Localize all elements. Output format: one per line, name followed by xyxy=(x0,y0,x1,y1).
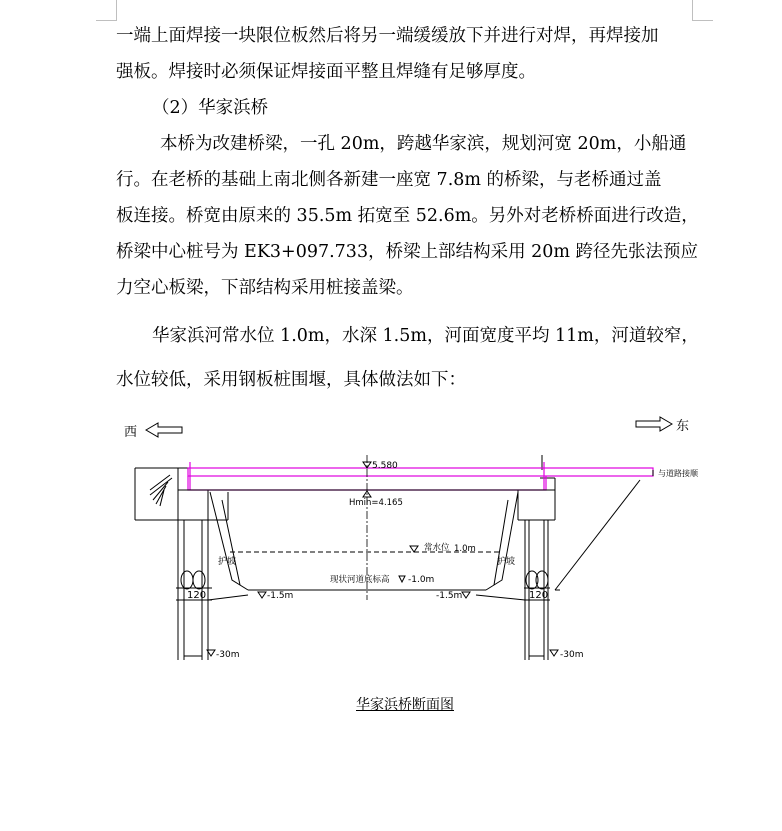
normal-water-label: 常水位 xyxy=(424,543,450,553)
new-deck-structure xyxy=(188,462,653,490)
west-arrow-icon xyxy=(146,423,182,437)
right-pile-diameter: 120 xyxy=(529,590,549,601)
riverbed-label: 现状河道底标高 xyxy=(330,575,390,585)
right-slope-label: 护坡 xyxy=(497,557,516,567)
paragraph3-line2: 水位较低，采用钢板桩围堰，具体做法如下： xyxy=(116,370,466,390)
water-level-marker-icon xyxy=(410,546,418,552)
riverbed-value: -1.0m xyxy=(408,575,435,585)
approach-label: 与道路接顺 xyxy=(658,469,698,478)
left-bed-value: -1.5m xyxy=(267,591,294,601)
right-toe xyxy=(476,595,525,600)
paragraph2-line2: 行。在老桥的基础上南北侧各新建一座宽 7.8m 的桥梁，与老桥通过盖 xyxy=(116,170,662,190)
paragraph2-line1: 本桥为改建桥梁，一孔 20m，跨越华家滨，规划河宽 20m，小船通 xyxy=(160,134,687,154)
paragraph2-line4: 桥梁中心桩号为 EK3+097.733，桥梁上部结构采用 20m 跨径先张法预应 xyxy=(116,242,699,262)
left-toe xyxy=(208,595,248,600)
right-bed-value: -1.5m xyxy=(436,591,463,601)
deck-elevation: 5.580 xyxy=(372,461,398,471)
left-bed-marker-icon xyxy=(258,592,266,598)
right-bed-marker-icon xyxy=(462,592,470,598)
right-pile-tip-marker-icon xyxy=(550,650,558,656)
right-pile-tip: -30m xyxy=(560,650,584,660)
paragraph3-line1: 华家浜河常水位 1.0m，水深 1.5m，河面宽度平均 11m，河道较窄， xyxy=(152,326,699,346)
clearance-label: Hmin=4.165 xyxy=(349,498,403,508)
paragraph2-line5: 力空心板梁，下部结构采用桩接盖梁。 xyxy=(116,278,414,298)
figure-caption: 华家浜桥断面图 xyxy=(356,697,454,713)
east-arrow-icon xyxy=(636,417,672,431)
left-pile-diameter: 120 xyxy=(187,590,207,601)
section-heading: （2）华家浜桥 xyxy=(152,98,269,118)
west-label: 西 xyxy=(124,425,138,440)
paragraph1-line2: 强板。焊接时必须保证焊接面平整且焊缝有足够厚度。 xyxy=(116,62,536,82)
riverbed-marker-icon xyxy=(399,576,405,582)
east-label: 东 xyxy=(676,419,690,434)
left-slope-label: 护坡 xyxy=(218,557,237,567)
paragraph2-line3: 板连接。桥宽由原来的 35.5m 拓宽至 52.6m。另外对老桥桥面进行改造， xyxy=(116,206,699,226)
paragraph1-line1: 一端上面焊接一块限位板然后将另一端缓缓放下并进行对焊，再焊接加 xyxy=(116,26,659,46)
normal-water-value: 1.0m xyxy=(454,544,476,554)
left-pile-tip: -30m xyxy=(216,650,240,660)
